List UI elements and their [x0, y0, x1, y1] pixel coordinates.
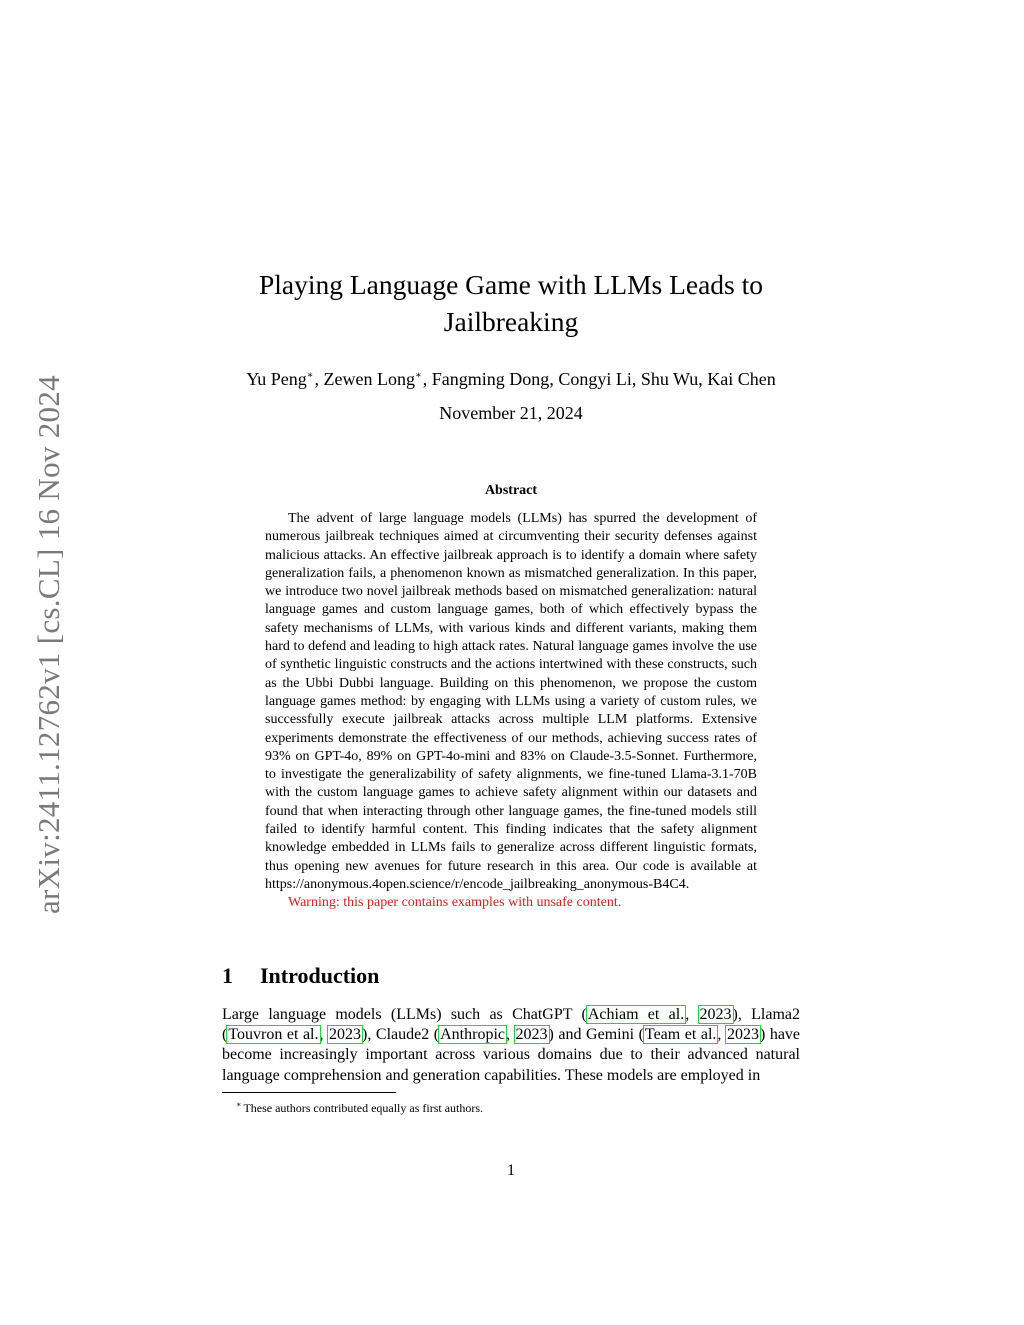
author-name: Congyi Li	[558, 369, 632, 389]
citation-link[interactable]: Achiam et al.	[587, 1006, 685, 1023]
citation-link[interactable]: Touvron et al.	[228, 1026, 319, 1044]
author-name: Yu Peng	[246, 369, 307, 389]
footnote-text: These authors contributed equally as first authors.	[243, 1101, 484, 1115]
author-list: Yu Peng∗, Zewen Long∗, Fangming Dong, Congyi Li, Shu Wu, Kai Chen	[246, 369, 776, 389]
abstract-heading: Abstract	[484, 483, 538, 498]
citation-link[interactable]: Team et al.	[644, 1026, 717, 1044]
paper-title: Playing Language Game with LLMs Leads to Jailbreaking	[258, 269, 764, 337]
footnote-divider	[222, 1092, 396, 1093]
arxiv-identifier-stamp: arXiv:2411.12762v1 [cs.CL] 16 Nov 2024	[31, 375, 66, 915]
publication-date: November 21, 2024	[439, 403, 583, 423]
section-title: Introduction	[260, 963, 380, 988]
author-equal-contribution-mark: ∗	[306, 370, 314, 381]
citation-year-link[interactable]: 2023	[515, 1026, 548, 1044]
author-name: Shu Wu	[640, 369, 699, 389]
citation-year-link[interactable]: 2023	[329, 1026, 362, 1044]
section-number: 1	[222, 963, 233, 988]
intro-text: ) and Gemini (	[548, 1026, 644, 1044]
footnote-mark: ∗	[236, 1100, 242, 1109]
section-heading-introduction	[222, 962, 800, 990]
page-number: 1	[507, 1162, 515, 1179]
citation-year-link[interactable]: 2023	[699, 1006, 732, 1023]
author-name: Fangming Dong	[431, 369, 550, 389]
author-equal-contribution-mark: ∗	[415, 370, 422, 381]
intro-text: ) have become increasingly important across various domains due to their advanced natural language comprehension and generation capabilities. These models are employed in	[222, 1026, 801, 1084]
intro-text: ), Llama2 (	[222, 1006, 800, 1044]
author-name: Kai Chen	[707, 369, 776, 389]
abstract-text: The advent of large language models (LLMs) has spurred the development of numerous jailbreak techniques aimed at circumventing their security defenses against malicious attacks. An effective jailbreak approach is to identify a domain where safety generalization fails, a phenomenon known as mismatched generalization. In this paper, we introduce two novel jailbreak methods based on mismatched generalization: natural language games and custom language games, both of which effectively bypass the safety mechanisms of LLMs, with various kinds and different variants, making them hard to defend and leading to high attack rates. Natural language games involve the use of synthetic linguistic constructs and the actions intertwined with these constructs, such as the Ubbi Dubbi language. Building on this phenomenon, we propose the custom language games method: by engaging with LLMs using a variety of custom rules, we successfully execute jailbreak attacks across multiple LLM platforms. Extensive experiments demonstrate the effectiveness of our methods, achieving success rates of 93% on GPT-4o, 89% on GPT-4o-mini and 83% on Claude-3.5-Sonnet. Furthermore, to investigate the generalizability of safety alignments, we fine-tuned Llama-3.1-70B with the custom language games to achieve safety alignment within our datasets and found that when interacting through other language games, the fine-tuned models still failed to identify harmful content. This finding indicates that the safety alignment knowledge embedded in LLMs fails to generalize across different linguistic formats, thus opening new avenues for future research in this area. Our code is available at https://anonymous.4open.science/r/encode_jailbreaking_anonymous-B4C4.	[265, 511, 757, 892]
intro-text: ), Claude2 (	[362, 1026, 440, 1044]
introduction-paragraph: Large language models (LLMs) such as ChatGPT (Achiam et al., 2023), Llama2 (Touvron et al., 2023), Claude2 (Anthropic, 2023) and Gemini (Team et al., 2023) have become increasingly important across various domains due to their advanced natural language comprehension and generation capabilities. These models are employed in	[222, 1006, 801, 1084]
abstract-body	[265, 510, 757, 913]
footnote	[236, 1097, 796, 1116]
intro-text: Large language models (LLMs) such as ChatGPT (	[222, 1006, 587, 1023]
unsafe-content-warning: Warning: this paper contains examples with unsafe content.	[288, 895, 622, 911]
citation-link[interactable]: Anthropic	[440, 1026, 505, 1044]
citation-year-link[interactable]: 2023	[726, 1026, 759, 1044]
author-name: Zewen Long	[323, 369, 415, 389]
abstract-paragraph	[265, 510, 757, 913]
